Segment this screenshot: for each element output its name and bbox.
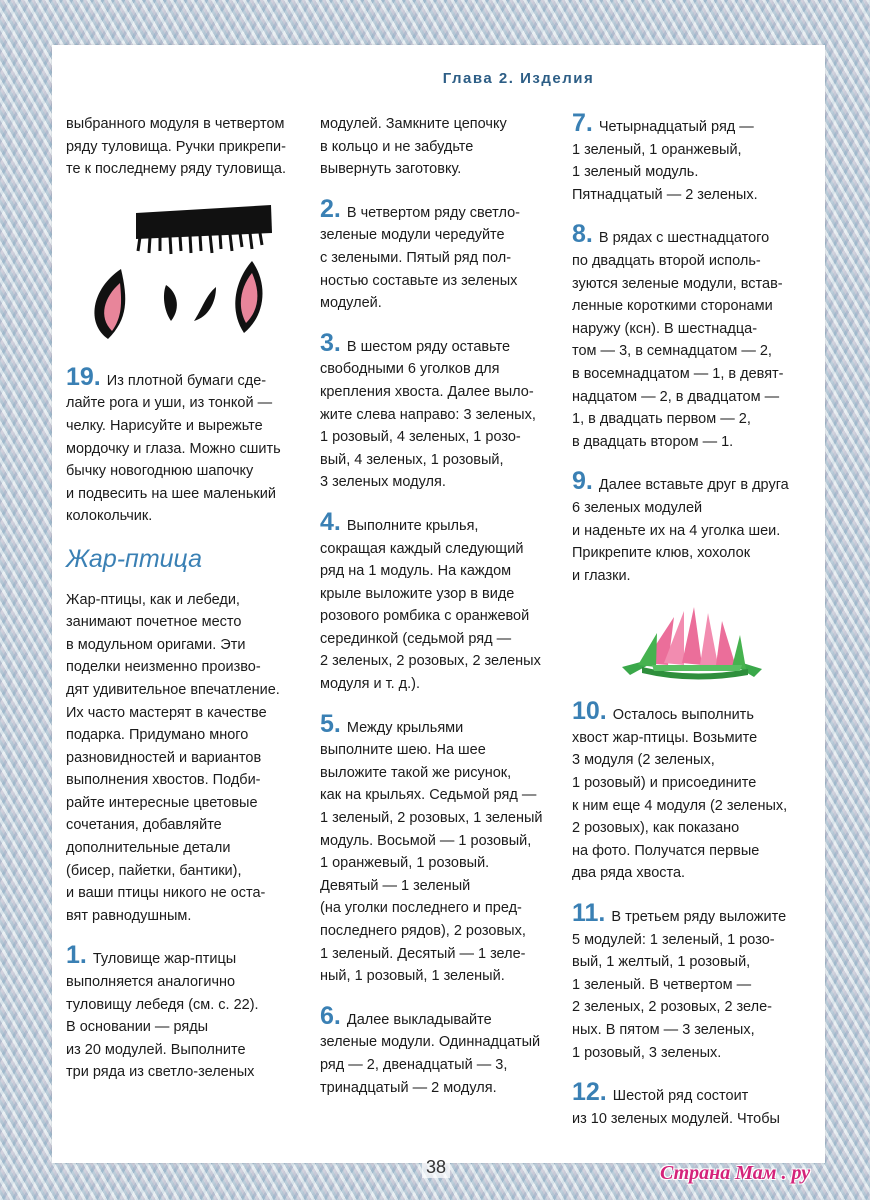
text-line: ряд на 1 модуль. На каждом bbox=[320, 563, 512, 580]
text-line: 2 розовых), как показано bbox=[572, 820, 740, 837]
text-line: наружу (ксн). В шестнадца- bbox=[572, 320, 758, 337]
horn-right bbox=[194, 287, 216, 321]
text-line: ных. В пятом — 3 зеленых, bbox=[572, 1022, 755, 1038]
step-1 bbox=[66, 941, 306, 1084]
text-line: Пятнадцатый — 2 зеленых. bbox=[572, 186, 758, 203]
tail-fan bbox=[622, 607, 762, 680]
text-line: и наденьте их на 4 уголка шеи. bbox=[572, 522, 781, 539]
step-number: 3. bbox=[320, 328, 341, 357]
step-number: 2. bbox=[320, 194, 341, 223]
text-line: том — 3, в семнадцатом — 2, bbox=[572, 343, 772, 360]
text-line: 2 зеленых, 2 розовых, 2 зеле- bbox=[572, 999, 772, 1016]
text-line: в восемнадцатом — 1, в девят- bbox=[572, 365, 784, 382]
text-line: выполняется аналогично bbox=[66, 974, 236, 991]
text-line: в кольцо и не забудьте bbox=[320, 138, 474, 155]
text-line: в двадцать втором — 1. bbox=[572, 433, 734, 450]
step-8 bbox=[572, 220, 817, 453]
text-line: вывернуть заготовку. bbox=[320, 161, 462, 178]
bull-parts-illustration bbox=[66, 199, 306, 349]
column-1 bbox=[66, 113, 306, 1102]
text-line: и глазки. bbox=[572, 567, 631, 584]
text-line: последнего рядов), 2 розовых, bbox=[320, 923, 526, 939]
text-line: те к последнему ряду туловища. bbox=[66, 161, 286, 178]
step-12 bbox=[572, 1078, 817, 1130]
text-line: (на уголки последнего и пред- bbox=[320, 900, 522, 917]
text-line: тринадцатый — 2 модуля. bbox=[320, 1079, 497, 1096]
text-line: выполните шею. На шее bbox=[320, 742, 486, 759]
text-line: Их часто мастерят в качестве bbox=[66, 704, 267, 721]
text-line: мордочку и глаза. Можно сшить bbox=[66, 440, 281, 457]
text-line: 1 зеленый. Десятый — 1 зеле- bbox=[320, 945, 526, 962]
step-number: 8. bbox=[572, 220, 593, 249]
text-line: 1, в двадцать первом — 2, bbox=[572, 411, 751, 428]
col2-intro bbox=[320, 113, 560, 181]
step-11 bbox=[572, 899, 817, 1064]
step-number: 10. bbox=[572, 697, 607, 726]
text-line: 1 оранжевый, 1 розовый. bbox=[320, 855, 490, 872]
text-line: Между крыльями bbox=[346, 719, 464, 736]
text-line: модулей. bbox=[320, 295, 382, 312]
column-2 bbox=[320, 113, 560, 1117]
col1-intro bbox=[66, 113, 306, 181]
text-line: Далее вставьте друг в друга bbox=[598, 477, 789, 494]
text-line: с зелеными. Пятый ряд пол- bbox=[320, 249, 512, 266]
text-line: зеленые модули. Одиннадцатый bbox=[320, 1034, 541, 1051]
text-line: ный, 1 розовый, 1 зеленый. bbox=[320, 968, 505, 985]
text-line: крепления хвоста. Далее выло- bbox=[320, 383, 534, 400]
page-number: 38 bbox=[422, 1157, 450, 1178]
text-line: к ним еще 4 модуля (2 зеленых, bbox=[572, 797, 788, 814]
step-7 bbox=[572, 109, 817, 206]
text-line: В шестом ряду оставьте bbox=[346, 338, 511, 355]
text-line: два ряда хвоста. bbox=[572, 865, 686, 882]
text-line: занимают почетное место bbox=[66, 614, 242, 631]
text-line: модуль. Восьмой — 1 розовый, bbox=[320, 832, 532, 849]
text-line: 1 зеленый модуль. bbox=[572, 164, 699, 181]
step-number: 6. bbox=[320, 1001, 341, 1030]
tail-modules-illustration bbox=[572, 605, 817, 683]
step-number: 11. bbox=[572, 899, 606, 928]
text-line: вый, 1 желтый, 1 розовый, bbox=[572, 954, 751, 971]
text-line: бычку новогоднюю шапочку bbox=[66, 463, 254, 480]
text-line: ностью составьте из зеленых bbox=[320, 272, 518, 289]
text-line: модуля и т. д.). bbox=[320, 676, 421, 693]
text-line: Прикрепите клюв, хохолок bbox=[572, 545, 751, 562]
text-line: выполнения хвостов. Подби- bbox=[66, 772, 261, 789]
text-line: зеленые модули чередуйте bbox=[320, 227, 505, 244]
text-line: 6 зеленых модулей bbox=[572, 499, 703, 516]
text-line: 1 розовый, 3 зеленых. bbox=[572, 1044, 722, 1061]
step-number: 19. bbox=[66, 362, 101, 391]
text-line: надцатом — 2, в двадцатом — bbox=[572, 388, 780, 405]
text-line: В третьем ряду выложите bbox=[611, 909, 787, 926]
text-line: сокращая каждый следующий bbox=[320, 540, 524, 557]
text-line: Из плотной бумаги сде- bbox=[106, 372, 267, 389]
step-19 bbox=[66, 362, 306, 528]
text-line: туловищу лебедя (см. с. 22). bbox=[66, 996, 259, 1013]
text-line: 2 зеленых, 2 розовых, 2 зеленых bbox=[320, 653, 541, 670]
text-line: как на крыльях. Седьмой ряд — bbox=[320, 787, 537, 804]
text-line: вят равнодушным. bbox=[66, 907, 192, 924]
text-line: колокольчик. bbox=[66, 508, 153, 525]
text-line: лайте рога и уши, из тонкой — bbox=[66, 395, 273, 412]
step-5 bbox=[320, 709, 560, 988]
text-line: дополнительные детали bbox=[66, 840, 231, 857]
text-line: Шестой ряд состоит bbox=[612, 1088, 749, 1105]
text-line: три ряда из светло-зеленых bbox=[66, 1064, 255, 1081]
text-line: зуются зеленые модули, встав- bbox=[572, 275, 783, 292]
step-number: 12. bbox=[572, 1078, 607, 1107]
step-9 bbox=[572, 467, 817, 587]
step-6 bbox=[320, 1001, 560, 1099]
text-line: челку. Нарисуйте и вырежьте bbox=[66, 417, 263, 434]
text-line: дят удивительное впечатление. bbox=[66, 681, 280, 698]
chapter-header: Глава 2. Изделия bbox=[442, 70, 595, 87]
text-line: Выполните крылья, bbox=[346, 517, 479, 534]
text-line: сочетания, добавляйте bbox=[66, 817, 222, 834]
text-line: выложите такой же рисунок, bbox=[320, 764, 512, 781]
step-2 bbox=[320, 194, 560, 315]
text-line: в модульном оригами. Эти bbox=[66, 636, 246, 653]
text-line: из 10 зеленых модулей. Чтобы bbox=[572, 1110, 780, 1127]
text-line: Далее выкладывайте bbox=[346, 1011, 492, 1028]
text-line: 1 розовый) и присоедините bbox=[572, 775, 757, 792]
step-number: 4. bbox=[320, 507, 341, 536]
step-3 bbox=[320, 328, 560, 494]
text-line: жите слева направо: 3 зеленых, bbox=[320, 406, 536, 423]
text-line: серединкой (седьмой ряд — bbox=[320, 630, 512, 647]
text-line: свободными 6 уголков для bbox=[320, 361, 500, 378]
text-line: разновидностей и вариантов bbox=[66, 749, 262, 766]
step-number: 5. bbox=[320, 709, 341, 738]
text-line: модулей. Замкните цепочку bbox=[320, 116, 507, 132]
text-line: 3 зеленых модуля. bbox=[320, 474, 446, 491]
text-line: Девятый — 1 зеленый bbox=[320, 877, 471, 894]
text-line: и подвесить на шее маленький bbox=[66, 485, 276, 502]
step-number: 1. bbox=[66, 941, 87, 970]
text-line: 1 зеленый, 2 розовых, 1 зеленый bbox=[320, 810, 543, 827]
text-line: В основании — ряды bbox=[66, 1019, 209, 1036]
step-number: 7. bbox=[572, 109, 593, 137]
horn-left bbox=[164, 285, 177, 321]
column-3 bbox=[572, 109, 817, 1148]
step-10 bbox=[572, 697, 817, 885]
text-line: выбранного модуля в четвертом bbox=[66, 116, 285, 132]
text-line: по двадцать второй исполь- bbox=[572, 252, 761, 269]
text-line: на фото. Получатся первые bbox=[572, 842, 760, 859]
text-line: Туловище жар-птицы bbox=[92, 951, 237, 968]
text-line: 1 зеленый, 1 оранжевый, bbox=[572, 141, 742, 158]
text-line: вый, 4 зеленых, 1 розовый, bbox=[320, 451, 504, 468]
text-line: поделки неизменно произво- bbox=[66, 659, 261, 676]
site-watermark: Страна Мам . ру bbox=[660, 1162, 811, 1184]
text-line: и ваши птицы никого не оста- bbox=[66, 885, 266, 902]
section-intro bbox=[66, 589, 306, 928]
text-line: (бисер, пайетки, бантики), bbox=[66, 862, 242, 879]
step-4 bbox=[320, 507, 560, 696]
text-line: В рядах с шестнадцатого bbox=[598, 230, 770, 247]
text-line: 3 модуля (2 зеленых, bbox=[572, 752, 715, 769]
text-line: 1 зеленый. В четвертом — bbox=[572, 976, 752, 993]
text-line: Осталось выполнить bbox=[612, 707, 754, 724]
text-line: 1 розовый, 4 зеленых, 1 розо- bbox=[320, 429, 521, 446]
text-line: крыле выложите узор в виде bbox=[320, 585, 515, 602]
text-line: хвост жар-птицы. Возьмите bbox=[572, 729, 758, 746]
text-line: Четырнадцатый ряд — bbox=[598, 119, 754, 135]
text-line: подарка. Придумано много bbox=[66, 727, 249, 744]
text-line: ряд — 2, двенадцатый — 3, bbox=[320, 1056, 508, 1073]
text-line: ленные короткими сторонами bbox=[572, 298, 773, 315]
text-line: В четвертом ряду светло- bbox=[346, 204, 520, 221]
text-line: ряду туловища. Ручки прикрепи- bbox=[66, 138, 286, 155]
step-number: 9. bbox=[572, 467, 593, 496]
text-line: из 20 модулей. Выполните bbox=[66, 1041, 246, 1058]
text-line: райте интересные цветовые bbox=[66, 794, 258, 811]
text-line: Жар-птицы, как и лебеди, bbox=[66, 591, 240, 608]
text-line: 5 модулей: 1 зеленый, 1 розо- bbox=[572, 931, 775, 948]
text-line: розового ромбика с оранжевой bbox=[320, 608, 530, 625]
section-title: Жар-птица bbox=[66, 544, 203, 573]
